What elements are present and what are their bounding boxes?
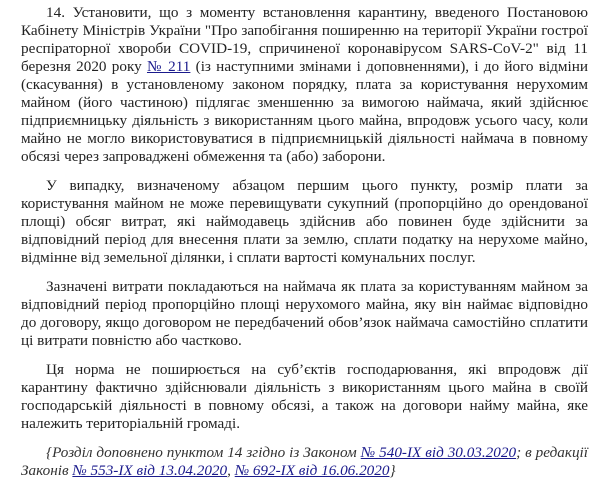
resolution-211-link[interactable]: № 211: [146, 58, 191, 75]
law-692-ix-link[interactable]: № 692-IX від 16.06.2020: [234, 462, 390, 479]
paragraph-expenses: Зазначені витрати покладаються на наймача як плата за користуванням майном за відповідний період пропорційно площі нерухомого майна, яку він наймає відповідно до договору, якщо договором не передбачений обов’язок наймача самостійно сплатити ці витрати повністю або частково.: [21, 278, 588, 349]
amendment-note: [21, 444, 588, 480]
note-text: ,: [227, 462, 235, 479]
paragraph-14-main: [21, 4, 588, 166]
paragraph-text: 14. Установити, що з моменту встановлення карантину, введеного Постановою Кабінету Міністрів України "Про запобігання поширенню на території України гострої респіраторної хвороби COVID-19, спричиненої коронавірусом SARS-CoV-2" від 11 березня 2020 року: [21, 4, 588, 75]
law-553-ix-link[interactable]: № 553-IX від 13.04.2020: [72, 462, 228, 479]
paragraph-exclusion: Ця норма не поширюється на суб’єктів господарювання, які впродовж дії карантину фактично здійснювали діяльність з використанням цього майна в своїй господарській діяльності в повному обсязі, а також на договори найму майна, яке належить територіальній громаді.: [21, 361, 588, 432]
paragraph-text: (із наступними змінами і доповненнями), і до його відміни (скасування) в установленому законом порядку, плата за користування нерухомим майном (його частиною) підлягає зменшенню за вимогою наймача, який здійснює підприємницьку діяльність з використанням цього майна, впродовж усього часу, коли майно не могло використовуватися в підприємницькій діяльності наймача в повному обсязі через запроваджені обмеження та (або) заборони.: [21, 58, 588, 165]
paragraph-rent-limit: У випадку, визначеному абзацом першим цього пункту, розмір плати за користування майном не може перевищувати сукупний (пропорційно до орендованої площі) обсяг витрат, які наймодавець здійснив або повинен буде здійснити за відповідний період для внесення плати за землю, сплати податку на нерухоме майно, відмінне від земельної ділянки, і сплати вартості комунальних послуг.: [21, 177, 588, 266]
document-body: [21, 4, 588, 480]
note-text: {Розділ доповнено пунктом 14 згідно із Законом: [46, 444, 361, 461]
note-text: }: [389, 462, 396, 479]
note-text: ; в редакції Законів: [21, 444, 588, 479]
law-540-ix-link[interactable]: № 540-IX від 30.03.2020: [360, 444, 517, 461]
